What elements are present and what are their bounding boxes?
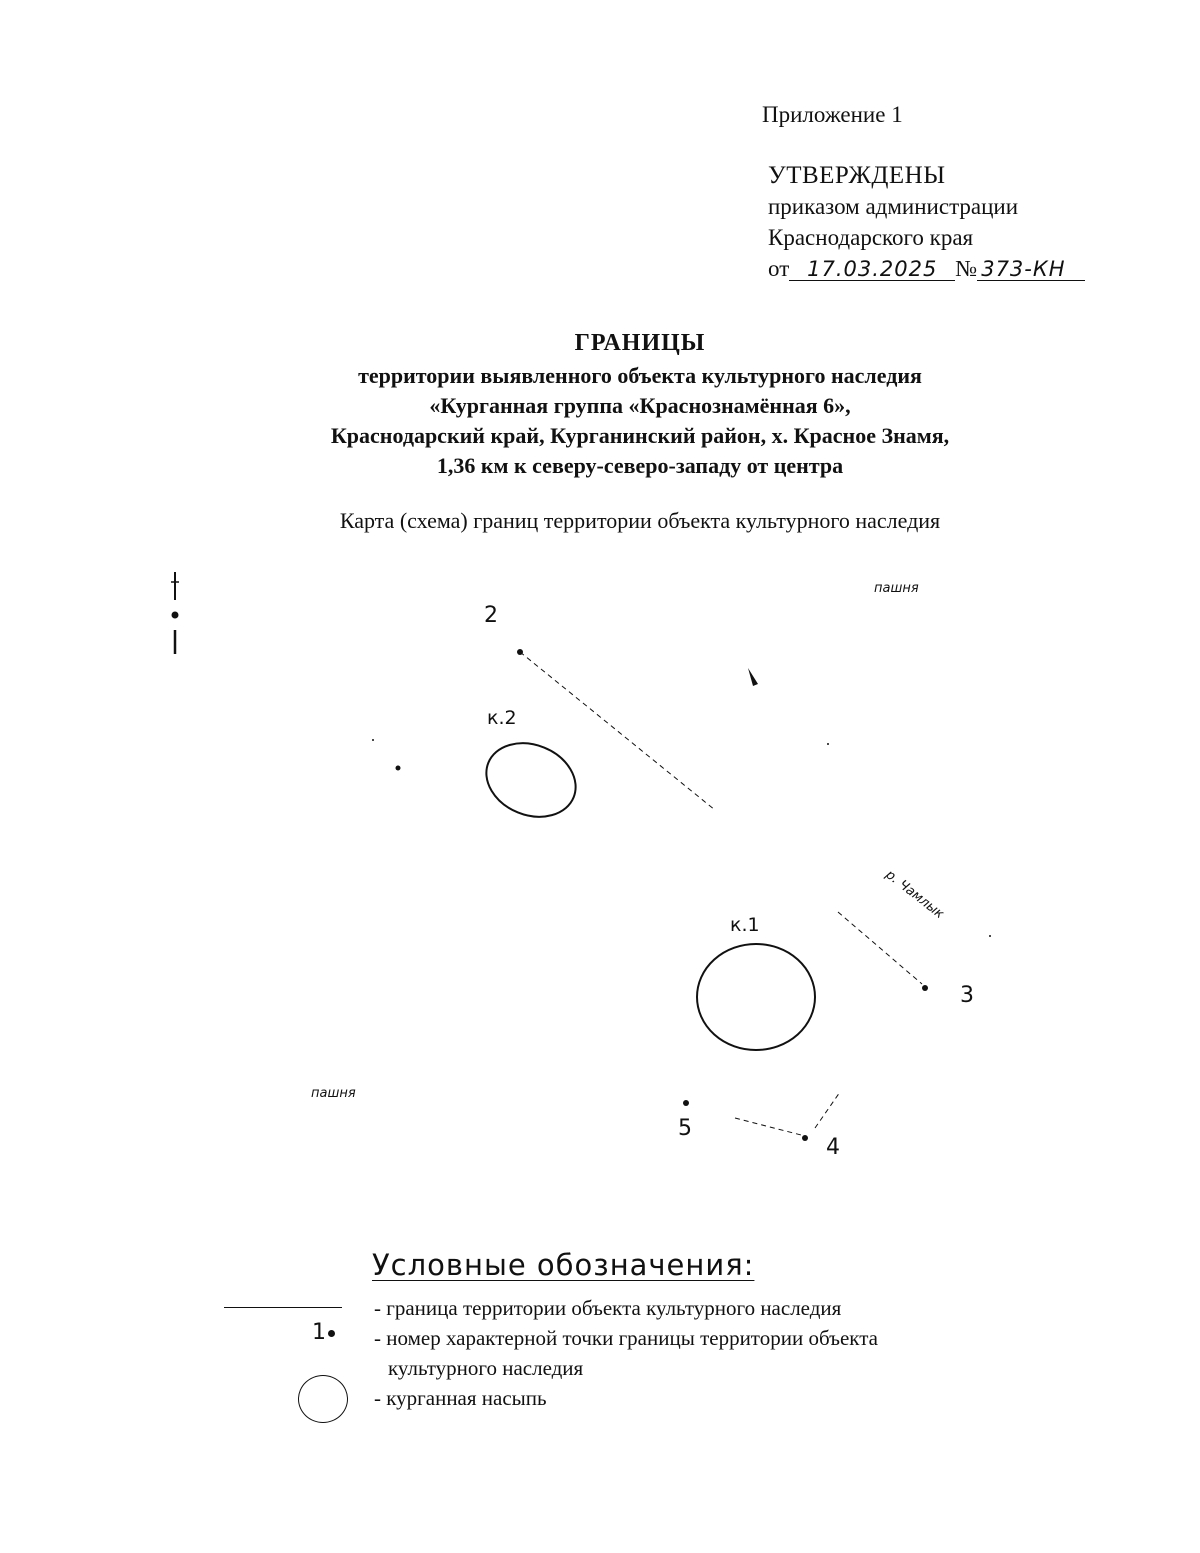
approval-block	[768, 160, 1085, 284]
point-2-label: 2	[484, 603, 498, 628]
approved-by-line1: приказом администрации	[768, 194, 1019, 219]
legend-point-dot-icon	[328, 1330, 335, 1337]
map-mark	[989, 935, 991, 937]
boundary-segment-2-3b	[838, 912, 922, 984]
river-label: р. Чамлык	[882, 867, 947, 923]
title-line-2: «Курганная группа «Краснознамённая 6»,	[429, 393, 851, 418]
field-label-top: пашня	[874, 581, 919, 596]
point-5-dot	[683, 1100, 689, 1106]
field-label-bottom: пашня	[311, 1086, 356, 1101]
boundary-segment-4-5	[735, 1118, 805, 1136]
mound-k1-label: к.1	[730, 914, 760, 936]
mound-k2-label: к.2	[487, 707, 517, 729]
legend-boundary-text: - граница территории объекта культурного наследия	[374, 1296, 842, 1320]
legend-point-text-1: - номер характерной точки границы территории объекта	[374, 1326, 878, 1350]
appendix-label: Приложение 1	[762, 102, 903, 127]
approved-heading: УТВЕРЖДЕНЫ	[768, 162, 946, 189]
mound-k1	[697, 944, 815, 1050]
legend	[220, 1248, 1120, 1448]
document-title-block	[0, 330, 1200, 481]
order-line	[768, 253, 1085, 284]
title-line-3: Краснодарский край, Курганинский район, х. Красное Знамя,	[330, 423, 950, 448]
document-title: ГРАНИЦЫ	[574, 330, 706, 356]
point-4-label: 4	[826, 1135, 840, 1160]
legend-mound-text: - курганная насыпь	[374, 1386, 547, 1410]
legend-point-number: 1	[312, 1320, 326, 1345]
point-3-dot	[922, 985, 928, 991]
order-date: 17.03.2025	[789, 258, 955, 281]
title-line-1: территории выявленного объекта культурного наследия	[358, 363, 922, 388]
boundary-lines	[520, 652, 922, 1136]
date-prefix: от	[768, 256, 790, 281]
mound-k2	[475, 730, 587, 829]
legend-mound-circle-icon	[298, 1375, 348, 1423]
point-5-label: 5	[678, 1116, 692, 1141]
map-caption: Карта (схема) границ территории объекта культурного наследия	[339, 508, 941, 533]
map-mark	[372, 739, 374, 741]
map-marks	[372, 668, 991, 937]
boundary-points	[517, 649, 928, 1141]
point-3-label: 3	[960, 983, 974, 1008]
boundary-map	[0, 560, 1200, 1200]
map-mark	[827, 743, 829, 745]
north-arrow-icon	[171, 572, 179, 654]
point-4-dot	[802, 1135, 808, 1141]
point-2-dot	[517, 649, 523, 655]
legend-point-sample	[312, 1320, 335, 1345]
legend-title: Условные обозначения:	[372, 1248, 755, 1282]
boundary-segment-2-3a	[520, 652, 715, 810]
boundary-segment-3-4	[815, 1092, 840, 1128]
legend-boundary-line-sample	[224, 1307, 342, 1308]
order-number: 373-КН	[977, 258, 1085, 281]
title-line-4: 1,36 км к северу-северо-западу от центра	[436, 453, 844, 478]
map-mark	[396, 766, 401, 771]
map-mark	[748, 668, 758, 686]
approved-by-line2: Краснодарского края	[768, 225, 974, 250]
number-sign: №	[955, 256, 978, 281]
legend-point-text-2: культурного наследия	[388, 1356, 584, 1380]
